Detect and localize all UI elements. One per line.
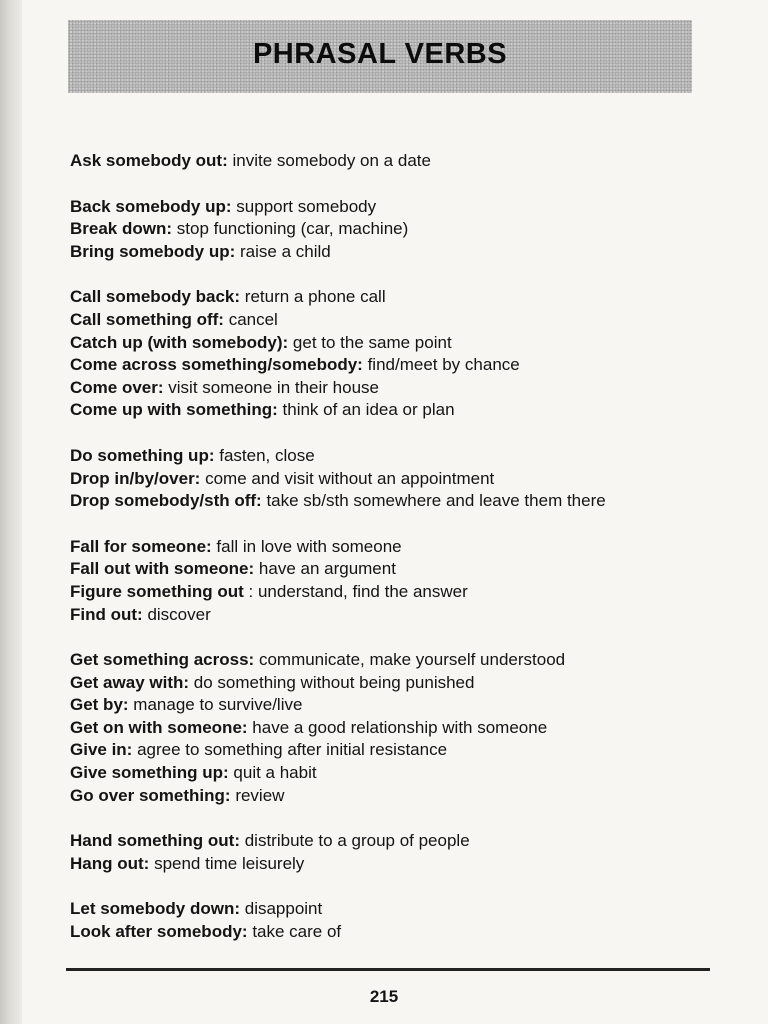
verb-term: Break down: [70,219,173,239]
verb-group [70,649,710,807]
verb-entry [70,286,710,309]
verb-definition: raise a child [240,241,331,261]
verb-definition: : understand, find the answer [248,581,468,601]
verb-entry [70,536,710,559]
verb-definition: manage to survive/live [133,695,303,715]
verb-definition: take sb/sth somewhere and leave them there [266,491,606,511]
verb-entry [70,309,710,332]
book-binding-edge [0,0,22,1024]
verb-entry [70,445,710,468]
verb-entry [70,762,710,785]
page-number: 215 [369,987,399,1006]
verb-definition: take care of [252,922,342,942]
verb-entry [70,332,710,355]
verb-term: Get something across: [70,650,255,670]
verb-entry [70,898,710,921]
verb-entry [70,377,710,400]
verb-term: Hang out: [70,853,150,873]
verb-term: Let somebody down: [70,899,240,919]
verb-entry [70,150,710,173]
verb-definition: cancel [228,309,278,329]
verb-entry [70,921,710,944]
verb-group [70,286,710,422]
verb-definition: spend time leisurely [154,853,305,873]
phrasal-verb-list [70,150,710,967]
verb-entry [70,468,710,491]
verb-definition: invite somebody on a date [232,151,431,170]
verb-term: Give something up: [70,763,229,783]
verb-definition: find/meet by chance [367,355,520,375]
verb-term: Come up with something: [70,400,278,420]
verb-term: Bring somebody up: [70,241,236,261]
verb-term: Look after somebody: [70,922,248,942]
verb-term: Get by: [70,695,129,715]
verb-group [70,150,710,173]
verb-definition: disappoint [244,899,323,919]
verb-definition: have a good relationship with someone [252,717,548,737]
verb-term: Drop somebody/sth off: [70,491,262,511]
verb-entry [70,853,710,876]
verb-entry [70,581,710,604]
verb-term: Catch up (with somebody): [70,332,289,352]
verb-term: Call something off: [70,309,224,329]
title-banner [68,20,692,93]
verb-entry [70,739,710,762]
verb-group [70,830,710,875]
verb-entry [70,218,710,241]
verb-group [70,196,710,264]
verb-entry [70,717,710,740]
verb-term: Call somebody back: [70,287,241,307]
verb-term: Figure something out [70,581,244,601]
verb-definition: do something without being punished [193,672,475,692]
footer-rule [66,968,710,971]
verb-term: Come across something/somebody: [70,355,363,375]
verb-term: Find out: [70,604,143,624]
verb-group [70,445,710,513]
verb-entry [70,490,710,513]
verb-definition: support somebody [236,196,377,216]
verb-entry [70,399,710,422]
verb-definition: discover [147,604,211,624]
verb-entry [70,196,710,219]
verb-definition: think of an idea or plan [282,400,455,420]
verb-term: Fall for someone: [70,536,212,556]
verb-definition: come and visit without an appointment [205,468,495,488]
verb-term: Ask somebody out: [70,151,228,170]
verb-definition: stop functioning (car, machine) [176,219,409,239]
verb-definition: have an argument [258,559,396,579]
verb-entry [70,241,710,264]
verb-entry [70,354,710,377]
page-title: PHRASAL VERBS [252,38,508,70]
verb-entry [70,649,710,672]
verb-definition: return a phone call [244,287,386,307]
verb-entry [70,694,710,717]
verb-term: Back somebody up: [70,196,232,216]
verb-term: Get on with someone: [70,717,248,737]
verb-entry [70,604,710,627]
verb-definition: fall in love with someone [216,536,402,556]
verb-term: Fall out with someone: [70,559,255,579]
verb-definition: visit someone in their house [168,377,379,397]
verb-term: Give in: [70,740,133,760]
verb-entry [70,558,710,581]
verb-term: Hand something out: [70,831,240,851]
verb-definition: review [235,785,285,805]
verb-definition: agree to something after initial resistance [137,740,448,760]
verb-group [70,898,710,943]
verb-definition: distribute to a group of people [244,831,470,851]
verb-definition: fasten, close [219,445,315,465]
verb-term: Go over something: [70,785,231,805]
verb-entry [70,830,710,853]
verb-term: Get away with: [70,672,190,692]
verb-term: Drop in/by/over: [70,468,201,488]
verb-group [70,536,710,626]
verb-definition: communicate, make yourself understood [258,650,566,670]
verb-definition: get to the same point [292,332,452,352]
verb-definition: quit a habit [233,763,317,783]
verb-entry [70,785,710,808]
verb-term: Do something up: [70,445,215,465]
verb-entry [70,672,710,695]
verb-term: Come over: [70,377,164,397]
